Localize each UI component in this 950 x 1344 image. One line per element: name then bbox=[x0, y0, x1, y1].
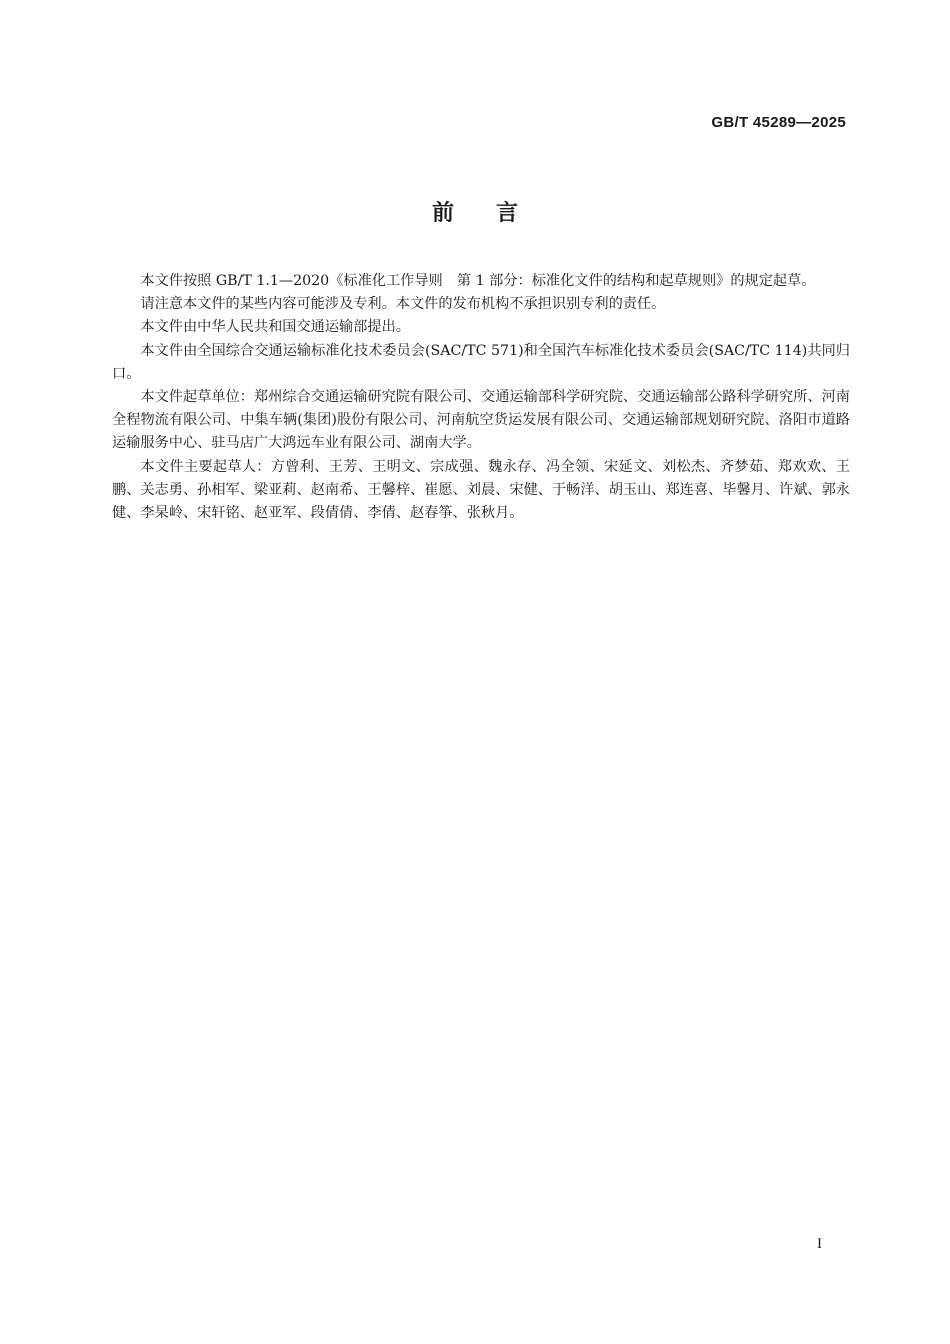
standard-number: GB/T 45289—2025 bbox=[711, 114, 846, 131]
paragraph-drafting-rules: 本文件按照 GB/T 1.1—2020《标准化工作导则 第 1 部分：标准化文件的结构和起草规则》的规定起草。 bbox=[140, 273, 816, 289]
page-number: I bbox=[817, 1236, 822, 1252]
paragraph-patent-notice: 请注意本文件的某些内容可能涉及专利。本文件的发布机构不承担识别专利的责任。 bbox=[140, 296, 666, 313]
paragraph-drafting-units: 本文件起草单位：郑州综合交通运输研究院有限公司、交通运输部科学研究院、交通运输部公路科学研究所、河南全程物流有限公司、中集车辆(集团)股份有限公司、河南航空货运发展有限公司、交通运输部规划研究院、洛阳市道路运输服务中心、驻马店广大鸿远车业有限公司、湖南大学。 bbox=[112, 389, 850, 452]
page-title: 前言 bbox=[431, 201, 560, 226]
foreword-body bbox=[112, 270, 850, 525]
paragraph-drafters: 本文件主要起草人：方曾利、王芳、王明文、宗成强、魏永存、冯全领、宋延文、刘松杰、齐梦茹、郑欢欢、王鹏、关志勇、孙相军、梁亚莉、赵南希、王馨梓、崔愿、刘晨、宋健、于畅洋、胡玉山、郑连喜、毕馨月、许斌、郭永健、李杲岭、宋轩铭、赵亚军、段倩倩、李倩、赵春筝、张秋月。 bbox=[112, 458, 850, 522]
paragraph-committee: 本文件由全国综合交通运输标准化技术委员会(SAC/TC 571)和全国汽车标准化技术委员会(SAC/TC 114)共同归口。 bbox=[112, 342, 850, 382]
paragraph-proposer: 本文件由中华人民共和国交通运输部提出。 bbox=[140, 319, 410, 336]
